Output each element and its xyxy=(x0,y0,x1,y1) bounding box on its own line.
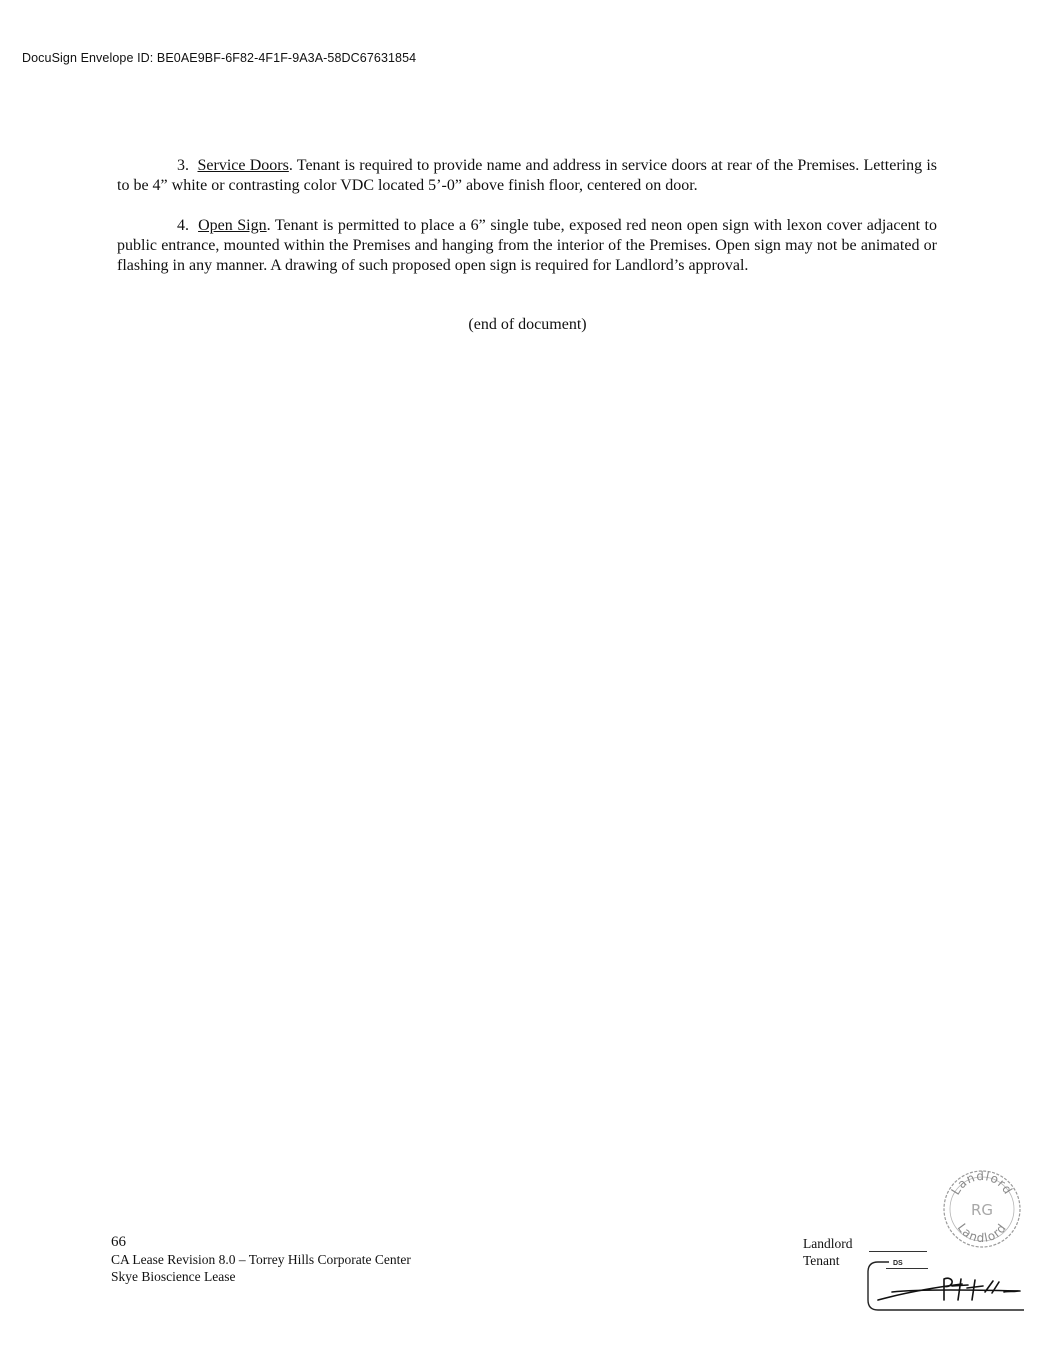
stamp-initials: RG xyxy=(970,1201,994,1219)
footer-lease-revision: CA Lease Revision 8.0 – Torrey Hills Corporate Center xyxy=(111,1252,411,1267)
paragraph-heading: Service Doors xyxy=(197,157,289,174)
page-number: 66 xyxy=(111,1234,126,1250)
paragraph-heading: Open Sign xyxy=(198,217,267,234)
svg-text:Landlord xyxy=(948,1169,1015,1197)
paragraph-number: 4. xyxy=(177,217,189,234)
landlord-stamp xyxy=(944,1169,1020,1247)
tenant-label: Tenant xyxy=(803,1253,840,1268)
paragraph-number: 3. xyxy=(177,157,189,174)
footer-lease-name: Skye Bioscience Lease xyxy=(111,1269,236,1284)
svg-text:Landlord xyxy=(955,1221,1010,1245)
paragraph-text: . Tenant is required to provide name and address in service doors at rear of the Premises. Lettering is to be 4” white or contrasting color VDC located 5’-0” above finish floor, centered on door. xyxy=(117,157,938,194)
tenant-initials-signature xyxy=(878,1278,1020,1300)
stamp-top-text: Landlord xyxy=(948,1168,1016,1198)
docusign-envelope-id: DocuSign Envelope ID: BE0AE9BF-6F82-4F1F-9A3A-58DC67631854 xyxy=(22,51,417,65)
docusign-ds-label: DS xyxy=(893,1260,903,1267)
paragraph-text: . Tenant is permitted to place a 6” single tube, exposed red neon open sign with lexon cover adjacent to public entrance, mounted within the Premises and hanging from the interior of the Premises. Open sign may not be animated or flashing in any manner. A drawing of such proposed open sign is required for Landlord’s approval. xyxy=(117,217,938,274)
end-of-document: (end of document) xyxy=(468,316,587,333)
landlord-label: Landlord xyxy=(803,1236,853,1251)
stamp-bottom-text: Landlord xyxy=(954,1220,1010,1246)
